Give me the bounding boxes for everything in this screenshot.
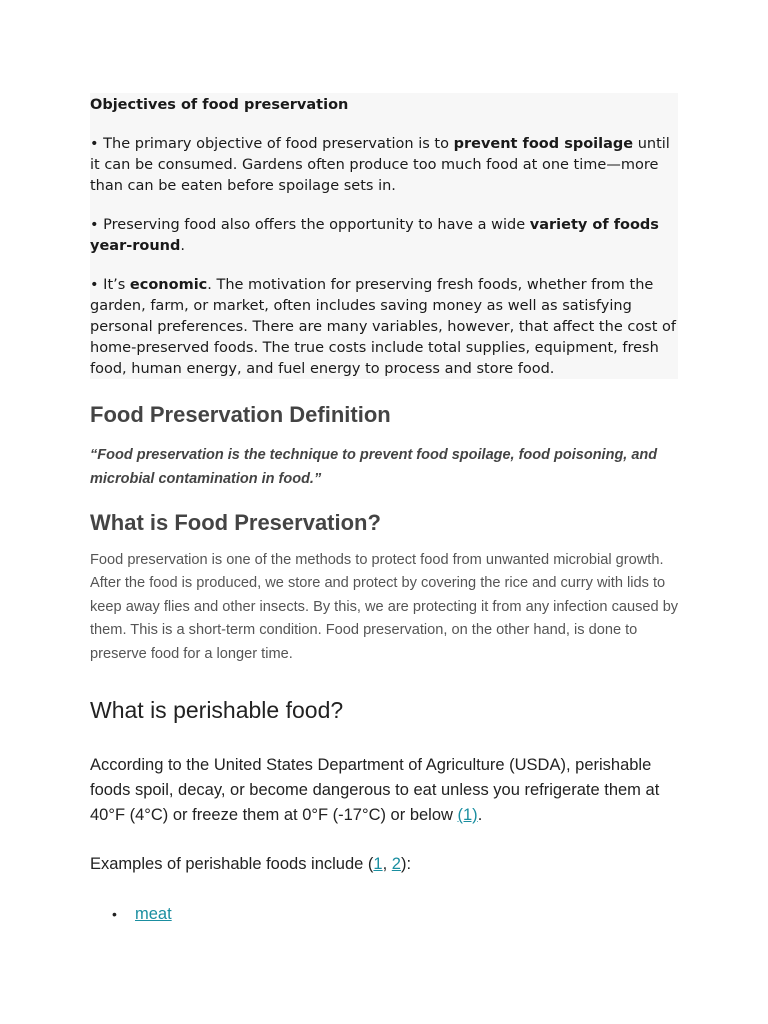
list-item [90,902,172,927]
definition-heading: Food Preservation Definition [90,402,391,427]
objective-spoilage: • The primary objective of food preservation is to prevent food spoilage until it can be consumed. Gardens often produce too much food at one time—more than can be eaten before spoilage sets in. [90,136,670,194]
perishable-foods-list [90,902,172,927]
perishable-heading: What is perishable food? [90,697,344,723]
what-is-heading: What is Food Preservation? [90,510,381,535]
definition-quote: “Food preservation is the technique to prevent food spoilage, food poisoning, and microbial contamination in food.” [90,447,658,487]
perishable-paragraph: According to the United States Department of Agriculture (USDA), perishable foods spoil, decay, or become dangerous to eat unless you refrigerate them at 40°F (4°C) or freeze them at 0°F (-17°C) or below (1). [90,756,660,824]
examples-reference-link-2[interactable]: 2 [391,855,401,873]
objectives-box [90,93,678,379]
examples-intro: Examples of perishable foods include (1, 2): [90,855,412,873]
reference-link-1[interactable]: (1) [457,806,478,824]
objectives-title: Objectives of food preservation [90,97,349,113]
bullet-icon: • [112,906,117,922]
objective-variety: • Preserving food also offers the opportunity to have a wide variety of foods year-round. [90,217,659,254]
what-is-paragraph: Food preservation is one of the methods to protect food from unwanted microbial growth. After the food is produced, we store and protect by covering the rice and curry with lids to keep away flies and other insects. By this, we are protecting it from any infection caused by them. This is a short-term condition. Food preservation, on the other hand, is done to preserve food for a longer time. [90,552,679,662]
meat-link[interactable]: meat [135,905,172,923]
objective-economic: • It’s economic. The motivation for preserving fresh foods, whether from the garden, farm, or market, often includes saving money as well as satisfying personal preferences. There are many variables, however, that affect the cost of home-preserved foods. The true costs include total supplies, equipment, fresh food, human energy, and fuel energy to process and store food. [90,277,677,377]
examples-reference-link-1[interactable]: 1 [373,855,383,873]
